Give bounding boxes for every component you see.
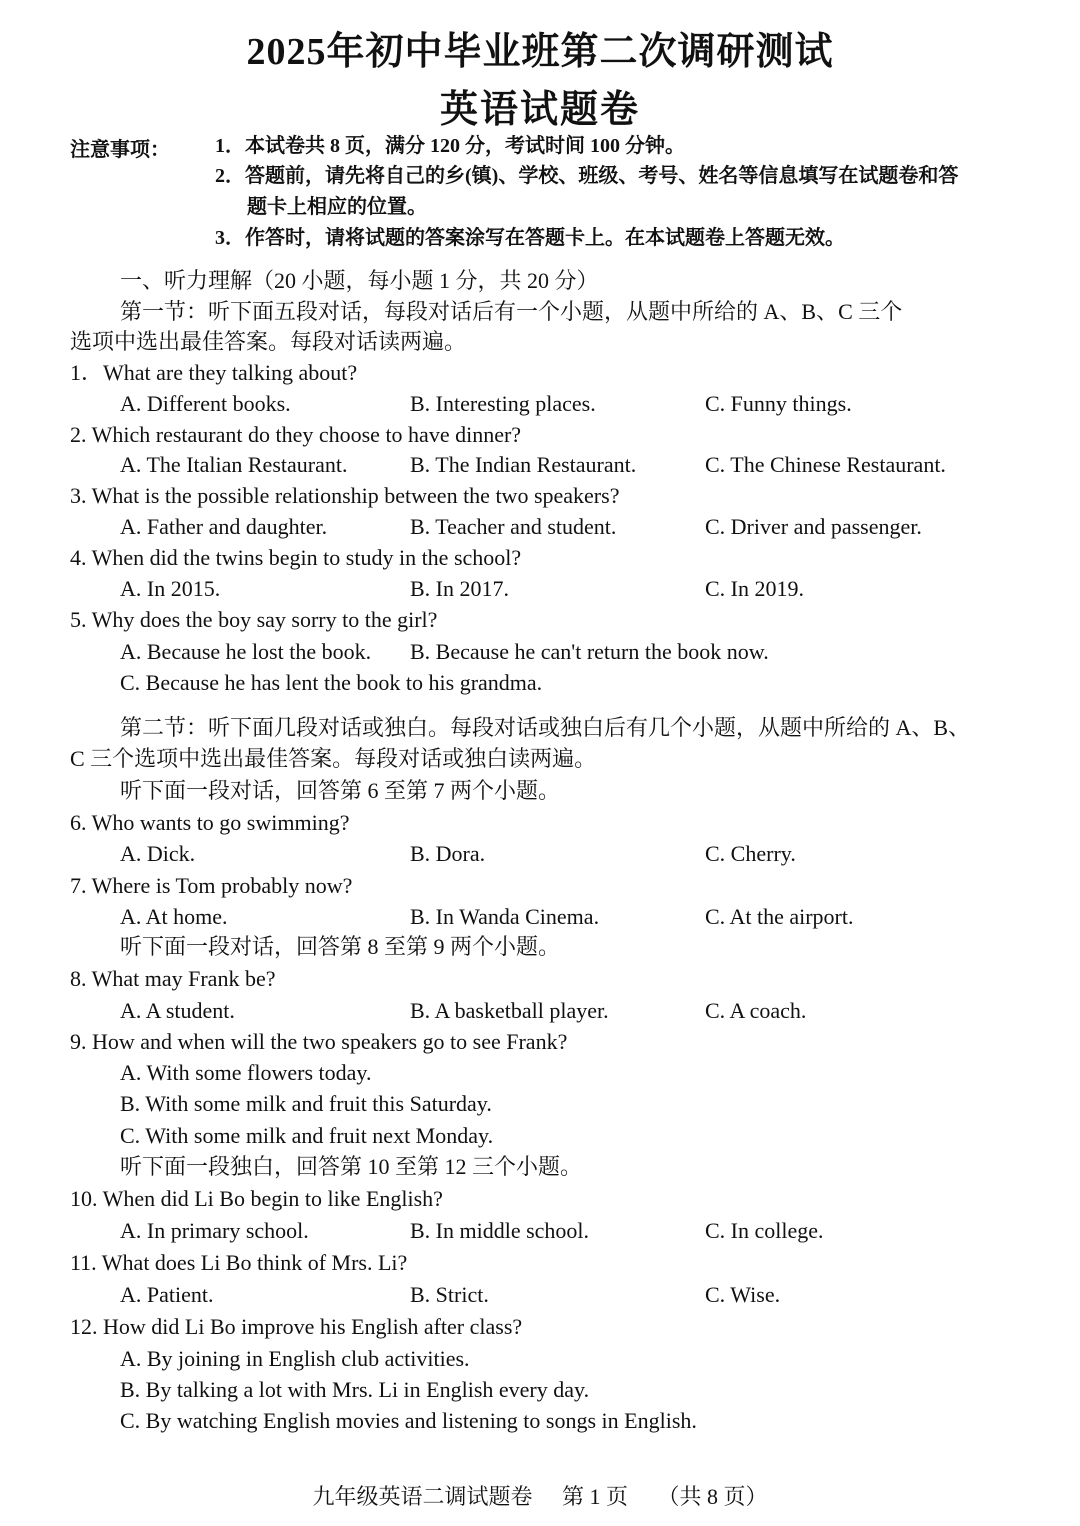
question-stem: 9. How and when will the two speakers go to see Frank?	[70, 1029, 568, 1054]
option-a: A. By joining in English club activities.	[120, 1346, 470, 1371]
option-a: A. Different books.	[120, 391, 291, 416]
exam-title: 2025年初中毕业班第二次调研测试	[246, 31, 834, 73]
option-a: A. In primary school.	[120, 1218, 309, 1243]
option-c: C. In 2019.	[705, 576, 804, 601]
question-stem: 7. Where is Tom probably now?	[70, 873, 353, 898]
question-stem: 6. Who wants to go swimming?	[70, 810, 350, 835]
option-a: A. The Italian Restaurant.	[120, 452, 348, 477]
part2-intro-cont: C 三个选项中选出最佳答案。每段对话或独白读两遍。	[70, 746, 597, 771]
notice-item-3: 3．作答时，请将试题的答案涂写在答题卡上。在本试题卷上答题无效。	[215, 227, 845, 249]
footer-exam-name: 九年级英语二调试题卷	[312, 1484, 533, 1509]
option-a: A. With some flowers today.	[120, 1060, 372, 1085]
question-stem: 1．What are they talking about?	[70, 360, 358, 385]
listen-instruction: 听下面一段对话，回答第 6 至第 7 两个小题。	[120, 778, 561, 803]
page-footer	[0, 1480, 1080, 1511]
option-c: C. Because he has lent the book to his grandma.	[120, 670, 543, 695]
notice-item-1: 1．本试卷共 8 页，满分 120 分，考试时间 100 分钟。	[215, 135, 685, 157]
question-stem: 10. When did Li Bo begin to like English?	[70, 1186, 443, 1211]
option-b: B. With some milk and fruit this Saturday.	[120, 1091, 492, 1116]
part2-intro: 第二节：听下面几段对话或独白。每段对话或独白后有几个小题，从题中所给的 A、B、	[120, 715, 971, 740]
option-a: A. Father and daughter.	[120, 514, 328, 539]
listen-instruction: 听下面一段独白，回答第 10 至第 12 三个小题。	[120, 1154, 583, 1179]
option-c: C. Driver and passenger.	[705, 514, 922, 539]
question-stem: 11. What does Li Bo think of Mrs. Li?	[70, 1250, 408, 1275]
option-c: C. The Chinese Restaurant.	[705, 452, 946, 477]
question-stem: 4. When did the twins begin to study in the school?	[70, 545, 522, 570]
notice-item-2-cont: 题卡上相应的位置。	[247, 196, 427, 218]
option-c: C. Wise.	[705, 1282, 781, 1307]
option-b: B. In 2017.	[410, 576, 509, 601]
option-b: B. Because he can't return the book now.	[410, 639, 769, 664]
option-c: C. A coach.	[705, 998, 807, 1023]
option-b: B. By talking a lot with Mrs. Li in English every day.	[120, 1377, 590, 1402]
option-c: C. Funny things.	[705, 391, 852, 416]
question-stem: 8. What may Frank be?	[70, 966, 276, 991]
option-c: C. With some milk and fruit next Monday.	[120, 1123, 494, 1148]
option-b: B. Interesting places.	[410, 391, 596, 416]
option-b: B. A basketball player.	[410, 998, 609, 1023]
notice-item-2: 2．答题前，请先将自己的乡(镇)、学校、班级、考号、姓名等信息填写在试题卷和答	[215, 165, 959, 187]
footer-page-number: 第 1 页	[561, 1484, 628, 1509]
question-stem: 12. How did Li Bo improve his English after class?	[70, 1314, 523, 1339]
listen-instruction: 听下面一段对话，回答第 8 至第 9 两个小题。	[120, 934, 561, 959]
option-b: B. Teacher and student.	[410, 514, 617, 539]
part1-intro: 第一节：听下面五段对话，每段对话后有一个小题，从题中所给的 A、B、C 三个	[120, 299, 903, 324]
notice-label: 注意事项：	[70, 139, 170, 161]
part1-intro-cont: 选项中选出最佳答案。每段对话读两遍。	[70, 329, 467, 354]
footer-total-pages: （共 8 页）	[657, 1484, 768, 1509]
question-stem: 5. Why does the boy say sorry to the girl?	[70, 607, 438, 632]
option-b: B. Strict.	[410, 1282, 489, 1307]
option-a: A. Patient.	[120, 1282, 214, 1307]
option-c: C. Cherry.	[705, 841, 796, 866]
option-b: B. Dora.	[410, 841, 486, 866]
option-a: A. In 2015.	[120, 576, 221, 601]
question-stem: 3. What is the possible relationship between the two speakers?	[70, 483, 620, 508]
option-a: A. At home.	[120, 904, 228, 929]
option-c: C. At the airport.	[705, 904, 854, 929]
option-a: A. Because he lost the book.	[120, 639, 372, 664]
option-c: C. By watching English movies and listening to songs in English.	[120, 1408, 697, 1433]
option-b: B. In Wanda Cinema.	[410, 904, 600, 929]
option-a: A. A student.	[120, 998, 235, 1023]
exam-subtitle: 英语试题卷	[439, 89, 640, 131]
option-b: B. In middle school.	[410, 1218, 590, 1243]
option-b: B. The Indian Restaurant.	[410, 452, 637, 477]
question-stem: 2. Which restaurant do they choose to have dinner?	[70, 422, 522, 447]
option-a: A. Dick.	[120, 841, 196, 866]
section-heading: 一、听力理解（20 小题，每小题 1 分，共 20 分）	[120, 268, 599, 293]
option-c: C. In college.	[705, 1218, 824, 1243]
